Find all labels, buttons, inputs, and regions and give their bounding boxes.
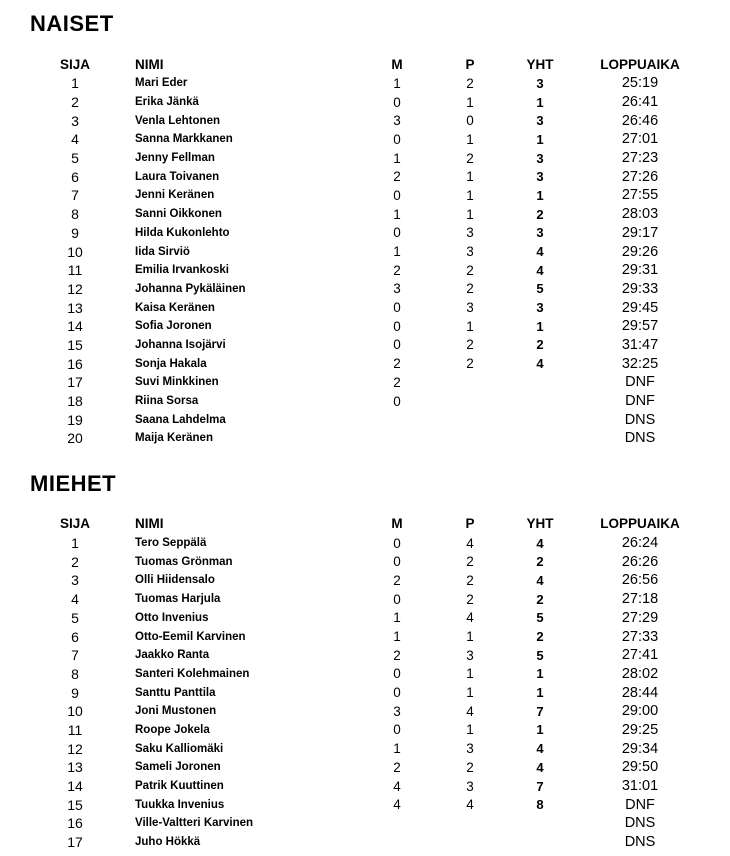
table-row bbox=[40, 317, 706, 336]
cell-m: 0 bbox=[393, 318, 401, 334]
cell-yht: 1 bbox=[536, 187, 544, 203]
cell-m: 0 bbox=[393, 722, 401, 738]
cell-nimi: Suvi Minkkinen bbox=[135, 376, 219, 389]
table-row bbox=[40, 552, 706, 571]
cell-sija: 11 bbox=[67, 262, 83, 279]
cell-sija: 16 bbox=[67, 355, 83, 372]
cell-m: 1 bbox=[393, 610, 401, 626]
cell-p bbox=[434, 373, 506, 392]
cell-p: 2 bbox=[466, 150, 474, 166]
cell-m: 0 bbox=[393, 187, 401, 203]
cell-nimi: Sameli Joronen bbox=[135, 761, 221, 774]
cell-sija: 13 bbox=[67, 299, 83, 316]
table-row bbox=[40, 354, 706, 373]
cell-loppuaika: 26:41 bbox=[621, 94, 659, 111]
cell-p: 4 bbox=[466, 703, 474, 719]
table-row bbox=[40, 795, 706, 814]
cell-yht: 8 bbox=[536, 797, 544, 813]
cell-yht bbox=[506, 429, 574, 448]
cell-loppuaika: 29:34 bbox=[621, 740, 659, 757]
cell-yht: 4 bbox=[536, 572, 544, 588]
column-header-p: P bbox=[465, 516, 475, 532]
cell-m: 1 bbox=[393, 206, 401, 222]
cell-m: 2 bbox=[393, 759, 401, 775]
cell-sija: 1 bbox=[71, 535, 79, 552]
cell-p: 1 bbox=[466, 131, 474, 147]
table-row bbox=[40, 702, 706, 721]
cell-sija: 14 bbox=[67, 778, 83, 795]
cell-p: 2 bbox=[466, 337, 474, 353]
cell-loppuaika: 27:41 bbox=[621, 647, 659, 664]
cell-yht: 2 bbox=[536, 591, 544, 607]
cell-loppuaika: 27:26 bbox=[621, 168, 659, 185]
table-row bbox=[40, 392, 706, 411]
table-row bbox=[40, 534, 706, 553]
table-row bbox=[40, 205, 706, 224]
cell-p: 2 bbox=[466, 572, 474, 588]
cell-loppuaika: DNF bbox=[625, 374, 655, 391]
cell-yht: 5 bbox=[536, 647, 544, 663]
cell-m bbox=[360, 814, 434, 833]
cell-yht: 4 bbox=[536, 356, 544, 372]
table-row bbox=[40, 665, 706, 684]
cell-yht: 1 bbox=[536, 131, 544, 147]
cell-sija: 7 bbox=[71, 187, 79, 204]
cell-nimi: Ville-Valtteri Karvinen bbox=[135, 817, 254, 830]
cell-m: 0 bbox=[393, 300, 401, 316]
cell-p: 1 bbox=[466, 685, 474, 701]
cell-yht: 4 bbox=[536, 262, 544, 278]
cell-p: 1 bbox=[466, 169, 474, 185]
cell-m: 0 bbox=[393, 337, 401, 353]
cell-sija: 8 bbox=[71, 206, 79, 223]
cell-nimi: Joni Mustonen bbox=[135, 705, 217, 718]
cell-nimi: Sofia Joronen bbox=[135, 320, 212, 333]
table-row bbox=[40, 721, 706, 740]
table-row bbox=[40, 683, 706, 702]
table-row bbox=[40, 833, 706, 852]
table-row bbox=[40, 336, 706, 355]
table-row bbox=[40, 373, 706, 392]
cell-yht: 4 bbox=[536, 741, 544, 757]
cell-p: 2 bbox=[466, 356, 474, 372]
cell-p: 2 bbox=[466, 262, 474, 278]
cell-sija: 15 bbox=[67, 336, 83, 353]
cell-p: 1 bbox=[466, 722, 474, 738]
cell-loppuaika: 27:29 bbox=[621, 609, 659, 626]
cell-nimi: Jaakko Ranta bbox=[135, 649, 210, 662]
cell-nimi: Tuukka Invenius bbox=[135, 798, 225, 811]
table-row bbox=[40, 111, 706, 130]
cell-m: 4 bbox=[393, 797, 401, 813]
cell-nimi: Iida Sirviö bbox=[135, 245, 190, 258]
column-header-m: M bbox=[391, 56, 403, 72]
cell-m: 2 bbox=[393, 374, 401, 390]
cell-p: 3 bbox=[466, 300, 474, 316]
cell-p: 1 bbox=[466, 94, 474, 110]
cell-nimi: Riina Sorsa bbox=[135, 395, 199, 408]
table-row bbox=[40, 590, 706, 609]
cell-m: 0 bbox=[393, 94, 401, 110]
cell-m bbox=[360, 833, 434, 852]
cell-sija: 1 bbox=[71, 75, 79, 92]
cell-p: 3 bbox=[466, 778, 474, 794]
cell-nimi: Olli Hiidensalo bbox=[135, 574, 215, 587]
cell-m: 2 bbox=[393, 647, 401, 663]
cell-sija: 7 bbox=[71, 647, 79, 664]
cell-sija: 2 bbox=[71, 94, 79, 111]
cell-yht bbox=[506, 392, 574, 411]
cell-m: 2 bbox=[393, 356, 401, 372]
cell-sija: 16 bbox=[67, 815, 83, 832]
cell-p: 0 bbox=[466, 113, 474, 129]
results-table-naiset bbox=[40, 54, 706, 448]
cell-loppuaika: 29:26 bbox=[621, 243, 659, 260]
cell-sija: 9 bbox=[71, 224, 79, 241]
cell-loppuaika: 26:26 bbox=[621, 553, 659, 570]
column-header-sija: SIJA bbox=[59, 516, 90, 532]
cell-nimi: Sanna Markkanen bbox=[135, 133, 233, 146]
cell-loppuaika: 27:55 bbox=[621, 187, 659, 204]
cell-nimi: Johanna Pykäläinen bbox=[135, 282, 246, 295]
cell-yht bbox=[506, 833, 574, 852]
cell-p: 2 bbox=[466, 759, 474, 775]
cell-m: 0 bbox=[393, 666, 401, 682]
column-header-yht: YHT bbox=[526, 516, 554, 532]
cell-nimi: Venla Lehtonen bbox=[135, 114, 220, 127]
table-row bbox=[40, 627, 706, 646]
cell-m: 3 bbox=[393, 113, 401, 129]
cell-sija: 15 bbox=[67, 796, 83, 813]
cell-yht: 3 bbox=[536, 150, 544, 166]
cell-nimi: Jenni Keränen bbox=[135, 189, 215, 202]
cell-sija: 3 bbox=[71, 112, 79, 129]
cell-yht: 4 bbox=[536, 535, 544, 551]
column-header-m: M bbox=[391, 516, 403, 532]
column-header-sija: SIJA bbox=[59, 56, 90, 72]
cell-nimi: Kaisa Keränen bbox=[135, 301, 215, 314]
table-row bbox=[40, 758, 706, 777]
cell-p: 3 bbox=[466, 741, 474, 757]
cell-loppuaika: DNS bbox=[624, 430, 656, 447]
table-body-miehet bbox=[40, 534, 706, 852]
cell-loppuaika: DNF bbox=[625, 393, 655, 410]
cell-p: 4 bbox=[466, 610, 474, 626]
column-header-yht: YHT bbox=[526, 56, 554, 72]
cell-m: 0 bbox=[393, 225, 401, 241]
table-row bbox=[40, 130, 706, 149]
cell-loppuaika: 29:25 bbox=[621, 721, 659, 738]
cell-yht: 1 bbox=[536, 685, 544, 701]
cell-m: 3 bbox=[393, 281, 401, 297]
cell-nimi: Tuomas Grönman bbox=[135, 555, 233, 568]
cell-sija: 5 bbox=[71, 150, 79, 167]
table-body-naiset bbox=[40, 74, 706, 448]
table-row bbox=[40, 93, 706, 112]
table-row bbox=[40, 186, 706, 205]
table-row bbox=[40, 261, 706, 280]
cell-sija: 10 bbox=[67, 703, 83, 720]
cell-yht: 1 bbox=[536, 94, 544, 110]
table-row bbox=[40, 571, 706, 590]
cell-nimi: Saana Lahdelma bbox=[135, 413, 226, 426]
cell-loppuaika: 26:46 bbox=[621, 112, 659, 129]
table-row bbox=[40, 777, 706, 796]
cell-p: 1 bbox=[466, 629, 474, 645]
cell-nimi: Tero Seppälä bbox=[135, 537, 207, 550]
cell-m: 0 bbox=[393, 554, 401, 570]
cell-p: 2 bbox=[466, 75, 474, 91]
cell-p: 3 bbox=[466, 647, 474, 663]
cell-sija: 12 bbox=[67, 280, 83, 297]
cell-nimi: Sanni Oikkonen bbox=[135, 208, 222, 221]
cell-nimi: Johanna Isojärvi bbox=[135, 338, 226, 351]
cell-p: 2 bbox=[466, 281, 474, 297]
column-header-nimi: NIMI bbox=[135, 516, 164, 532]
cell-yht: 2 bbox=[536, 554, 544, 570]
cell-yht: 7 bbox=[536, 703, 544, 719]
cell-p bbox=[434, 392, 506, 411]
cell-nimi: Otto-Eemil Karvinen bbox=[135, 630, 246, 643]
cell-sija: 8 bbox=[71, 665, 79, 682]
cell-p: 4 bbox=[466, 797, 474, 813]
cell-m: 0 bbox=[393, 393, 401, 409]
cell-yht: 3 bbox=[536, 75, 544, 91]
cell-sija: 4 bbox=[71, 131, 79, 148]
cell-m: 2 bbox=[393, 572, 401, 588]
cell-sija: 11 bbox=[67, 721, 83, 738]
cell-p: 1 bbox=[466, 318, 474, 334]
cell-loppuaika: 27:33 bbox=[621, 628, 659, 645]
cell-sija: 4 bbox=[71, 591, 79, 608]
cell-m: 0 bbox=[393, 535, 401, 551]
cell-loppuaika: 29:17 bbox=[621, 224, 659, 241]
cell-nimi: Juho Hökkä bbox=[135, 836, 201, 849]
cell-m: 1 bbox=[393, 244, 401, 260]
section-title-miehet: MIEHET bbox=[30, 470, 117, 496]
cell-m: 3 bbox=[393, 703, 401, 719]
cell-loppuaika: 29:33 bbox=[621, 280, 659, 297]
cell-yht: 3 bbox=[536, 113, 544, 129]
section-title-naiset: NAISET bbox=[30, 11, 114, 36]
cell-nimi: Saku Kalliomäki bbox=[135, 742, 224, 755]
cell-m: 0 bbox=[393, 131, 401, 147]
cell-p bbox=[434, 833, 506, 852]
cell-sija: 10 bbox=[67, 243, 83, 260]
table-row bbox=[40, 242, 706, 261]
cell-m: 2 bbox=[393, 169, 401, 185]
cell-yht: 5 bbox=[536, 610, 544, 626]
cell-yht: 4 bbox=[536, 759, 544, 775]
cell-loppuaika: 28:03 bbox=[621, 206, 659, 223]
cell-yht bbox=[506, 410, 574, 429]
cell-loppuaika: 28:44 bbox=[621, 684, 659, 701]
column-header-loppuaika: LOPPUAIKA bbox=[600, 516, 680, 532]
cell-sija: 18 bbox=[67, 393, 83, 410]
cell-yht: 1 bbox=[536, 666, 544, 682]
cell-loppuaika: 29:45 bbox=[621, 299, 659, 316]
cell-nimi: Tuomas Harjula bbox=[135, 593, 221, 606]
cell-yht: 2 bbox=[536, 629, 544, 645]
cell-loppuaika: DNS bbox=[624, 834, 656, 851]
cell-m: 1 bbox=[393, 629, 401, 645]
cell-yht: 4 bbox=[536, 244, 544, 260]
table-row bbox=[40, 410, 706, 429]
results-table-miehet bbox=[40, 514, 706, 852]
cell-p bbox=[434, 814, 506, 833]
cell-loppuaika: 26:24 bbox=[621, 535, 659, 552]
cell-p bbox=[434, 429, 506, 448]
cell-loppuaika: 32:25 bbox=[621, 355, 659, 372]
table-row bbox=[40, 149, 706, 168]
cell-nimi: Santeri Kolehmainen bbox=[135, 667, 250, 680]
cell-yht: 1 bbox=[536, 318, 544, 334]
cell-m: 1 bbox=[393, 741, 401, 757]
cell-loppuaika: DNS bbox=[624, 411, 656, 428]
table-row bbox=[40, 739, 706, 758]
cell-sija: 14 bbox=[67, 318, 83, 335]
cell-m: 0 bbox=[393, 591, 401, 607]
cell-sija: 2 bbox=[71, 553, 79, 570]
cell-p: 1 bbox=[466, 666, 474, 682]
cell-sija: 5 bbox=[71, 609, 79, 626]
cell-p: 1 bbox=[466, 187, 474, 203]
table-row bbox=[40, 609, 706, 628]
cell-p: 4 bbox=[466, 535, 474, 551]
cell-nimi: Santtu Panttila bbox=[135, 686, 216, 699]
cell-m: 1 bbox=[393, 150, 401, 166]
cell-nimi: Roope Jokela bbox=[135, 723, 210, 736]
cell-loppuaika: 27:18 bbox=[621, 591, 659, 608]
cell-p: 1 bbox=[466, 206, 474, 222]
cell-nimi: Hilda Kukonlehto bbox=[135, 226, 230, 239]
table-row bbox=[40, 429, 706, 448]
cell-m: 1 bbox=[393, 75, 401, 91]
cell-sija: 19 bbox=[67, 411, 83, 428]
cell-yht: 2 bbox=[536, 206, 544, 222]
cell-loppuaika: 29:00 bbox=[621, 703, 659, 720]
cell-sija: 17 bbox=[67, 374, 83, 391]
table-row bbox=[40, 74, 706, 93]
cell-m: 4 bbox=[393, 778, 401, 794]
table-row bbox=[40, 646, 706, 665]
column-header-nimi: NIMI bbox=[135, 56, 164, 72]
cell-nimi: Jenny Fellman bbox=[135, 152, 215, 165]
cell-yht: 3 bbox=[536, 169, 544, 185]
cell-loppuaika: 31:47 bbox=[621, 336, 659, 353]
cell-sija: 13 bbox=[67, 759, 83, 776]
cell-m bbox=[360, 410, 434, 429]
cell-sija: 9 bbox=[71, 684, 79, 701]
table-row bbox=[40, 224, 706, 243]
column-header-loppuaika: LOPPUAIKA bbox=[600, 56, 680, 72]
cell-sija: 17 bbox=[67, 834, 83, 851]
cell-yht: 1 bbox=[536, 722, 544, 738]
cell-nimi: Maija Keränen bbox=[135, 432, 213, 445]
cell-nimi: Erika Jänkä bbox=[135, 96, 199, 109]
cell-m: 2 bbox=[393, 262, 401, 278]
table-row bbox=[40, 814, 706, 833]
cell-nimi: Otto Invenius bbox=[135, 611, 209, 624]
cell-loppuaika: 26:56 bbox=[621, 572, 659, 589]
cell-nimi: Mari Eder bbox=[135, 77, 188, 90]
cell-sija: 3 bbox=[71, 572, 79, 589]
table-row bbox=[40, 167, 706, 186]
cell-nimi: Sonja Hakala bbox=[135, 357, 207, 370]
cell-loppuaika: 27:23 bbox=[621, 150, 659, 167]
cell-yht: 3 bbox=[536, 300, 544, 316]
cell-sija: 12 bbox=[67, 740, 83, 757]
cell-nimi: Patrik Kuuttinen bbox=[135, 780, 224, 793]
cell-nimi: Emilia Irvankoski bbox=[135, 264, 229, 277]
cell-loppuaika: 25:19 bbox=[621, 75, 659, 92]
cell-yht bbox=[506, 814, 574, 833]
cell-loppuaika: 31:01 bbox=[621, 778, 659, 795]
cell-sija: 6 bbox=[71, 628, 79, 645]
cell-yht: 3 bbox=[536, 225, 544, 241]
cell-m bbox=[360, 429, 434, 448]
table-row bbox=[40, 298, 706, 317]
cell-yht bbox=[506, 373, 574, 392]
cell-loppuaika: 27:01 bbox=[621, 131, 659, 148]
column-header-p: P bbox=[465, 56, 475, 72]
cell-loppuaika: DNS bbox=[624, 815, 656, 832]
cell-m: 0 bbox=[393, 685, 401, 701]
cell-yht: 2 bbox=[536, 337, 544, 353]
cell-loppuaika: 29:31 bbox=[621, 262, 659, 279]
cell-loppuaika: 29:57 bbox=[621, 318, 659, 335]
cell-p bbox=[434, 410, 506, 429]
table-header-row bbox=[40, 54, 706, 74]
cell-p: 3 bbox=[466, 244, 474, 260]
cell-sija: 6 bbox=[71, 168, 79, 185]
cell-yht: 5 bbox=[536, 281, 544, 297]
cell-loppuaika: 29:50 bbox=[621, 759, 659, 776]
cell-nimi: Laura Toivanen bbox=[135, 170, 220, 183]
table-row bbox=[40, 280, 706, 299]
cell-p: 2 bbox=[466, 591, 474, 607]
cell-sija: 20 bbox=[67, 430, 83, 447]
cell-p: 3 bbox=[466, 225, 474, 241]
table-header-row bbox=[40, 514, 706, 534]
cell-loppuaika: 28:02 bbox=[621, 665, 659, 682]
cell-loppuaika: DNF bbox=[625, 796, 655, 813]
cell-p: 2 bbox=[466, 554, 474, 570]
cell-yht: 7 bbox=[536, 778, 544, 794]
